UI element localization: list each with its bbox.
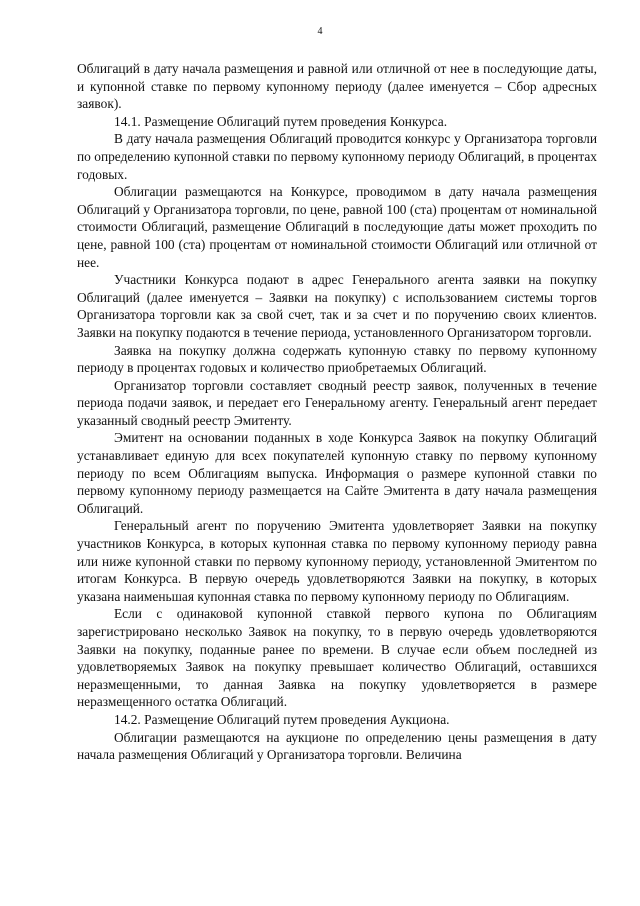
paragraph: Организатор торговли составляет сводный реестр заявок, полученных в течение периода подачи заявок, и передает его Генеральному агенту. Генеральный агент передает указанный сводный реестр Эмитенту. — [77, 377, 597, 428]
page-number: 4 — [317, 26, 323, 37]
paragraph: Эмитент на основании поданных в ходе Конкурса Заявок на покупку Облигаций устанавливает единую для всех покупателей купонную ставку по первому купонному периоду по всем Облигациям выпуска. Информация о размере купонной ставки по первому купонному периоду размещается на Сайте Эмитента в дату начала размещения Облигаций. — [77, 430, 597, 516]
paragraph: Заявка на покупку должна содержать купонную ставку по первому купонному периоду в процентах годовых и количество приобретаемых Облигаций. — [77, 342, 597, 376]
paragraph-continuation: Облигаций в дату начала размещения и равной или отличной от нее в последующие даты, и купонной ставке по первому купонному периоду (далее именуется – Сбор адресных заявок). — [77, 61, 597, 112]
paragraph: Участники Конкурса подают в адрес Генерального агента заявки на покупку Облигаций (далее именуется – Заявки на покупку) с использованием системы торгов Организатора торговли как за свой счет, так и за счет и по поручению своих клиентов. Заявки на покупку подаются в течение периода, установленного Организатором торговли. — [77, 272, 597, 340]
paragraph: Облигации размещаются на аукционе по определению цены размещения в дату начала размещения Облигаций у Организатора торговли. Величина — [77, 729, 597, 763]
paragraph: Генеральный агент по поручению Эмитента удовлетворяет Заявки на покупку участников Конкурса, в которых купонная ставка по первому купонному периоду равна или ниже купонной ставки по первому купонному периоду, установленной Эмитентом по итогам Конкурса. В первую очередь удовлетворяются Заявки на покупку, в которых указана наименьшая купонная ставка по первому купонному периоду по Облигациям. — [77, 518, 597, 604]
paragraph: В дату начала размещения Облигаций проводится конкурс у Организатора торговли по определению купонной ставки по первому купонному периоду Облигаций, в процентах годовых. — [77, 131, 597, 182]
section-heading-14-2: 14.2. Размещение Облигаций путем проведения Аукциона. — [114, 711, 450, 727]
document-body — [77, 60, 597, 764]
paragraph: Если с одинаковой купонной ставкой первого купона по Облигациям зарегистрировано несколько Заявок на покупку, то в первую очередь удовлетворяются Заявки на покупку, поданные ранее по времени. В случае если объем последней из удовлетворяемых Заявок на покупку превышает количество Облигаций, оставшихся неразмещенными, то данная Заявка на покупку удовлетворяется в размере неразмещенного остатка Облигаций. — [77, 606, 597, 710]
section-heading-14-1: 14.1. Размещение Облигаций путем проведения Конкурса. — [114, 113, 448, 129]
paragraph: Облигации размещаются на Конкурсе, проводимом в дату начала размещения Облигаций у Организатора торговли, по цене, равной 100 (ста) процентам от номинальной стоимости Облигаций, размещение Облигаций в последующие даты может проходить по цене, равной 100 (ста) процентам от номинальной стоимости Облигаций или отличной от нее. — [77, 184, 597, 270]
